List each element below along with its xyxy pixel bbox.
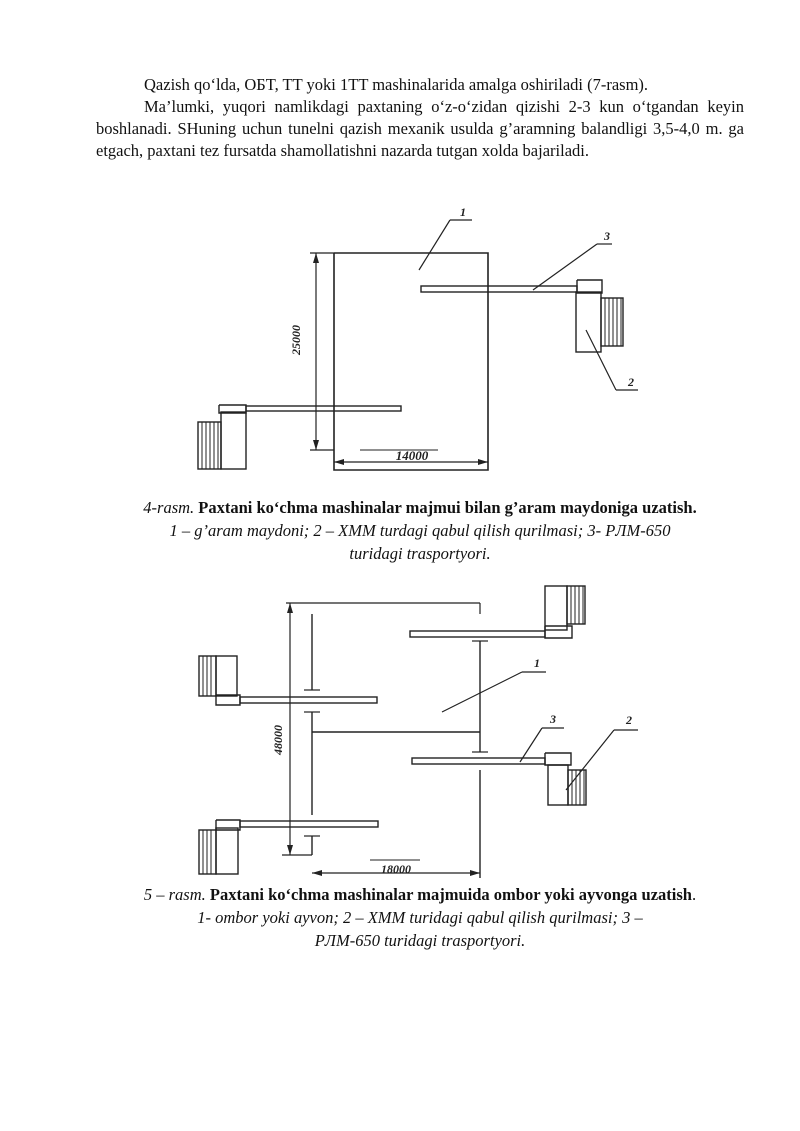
figure-5-dimension-width bbox=[312, 860, 480, 876]
figure-4-receiver-upper bbox=[576, 292, 623, 352]
figure-4-legend-line-2: turidagi trasportyori. bbox=[349, 544, 491, 563]
figure-4-dimension-width bbox=[334, 448, 488, 465]
figure-5-unit-middle-right bbox=[412, 753, 586, 805]
figure-4-dimension-height bbox=[289, 253, 319, 450]
figure-5-title-end: . bbox=[691, 885, 697, 904]
figure-5-legend-line-1: 1- ombor yoki ayvon; 2 – XMM turidagi qabul qilish qurilmasi; 3 – bbox=[197, 908, 643, 927]
figure-4-number: 4-rasm. bbox=[143, 498, 195, 517]
figure-4-conveyor-upper bbox=[421, 280, 602, 293]
figure-5-callout-3: 3 bbox=[550, 712, 556, 726]
figure-5-dim-height-label: 48000 bbox=[271, 725, 285, 755]
figure-5-unit-top-right bbox=[410, 586, 585, 638]
figure-4-receiver-lower bbox=[198, 412, 246, 469]
figure-4-callout-2: 2 bbox=[628, 375, 634, 389]
figure-5-caption bbox=[100, 883, 740, 952]
figure-4-caption bbox=[100, 496, 740, 565]
figure-4-caption-title-line bbox=[100, 496, 740, 519]
figure-4-title: Paxtani ko‘chma mashinalar majmui bilan g’aram maydoniga uzatish. bbox=[198, 498, 697, 517]
figure-5-dimension-height bbox=[271, 603, 312, 855]
paragraph-2: Ma’lumki, yuqori namlikdagi paxtaning o‘z-o‘zidan qizishi 2-3 kun o‘tgandan keyin boshlanadi. SHuning uchun tunelni qazish mexanik usulda g’aramning balandligi 3,5-4,0 m. ga etgach, paxtani tez fursatda shamollatishni nazarda tutgan xolda bajariladi. bbox=[96, 97, 744, 160]
figure-5-callout-1: 1 bbox=[534, 656, 540, 670]
figure-4-callout-3: 3 bbox=[604, 229, 610, 243]
figure-5-number: 5 – rasm. bbox=[143, 885, 206, 904]
paragraph-1: Qazish qo‘lda, OБT, TT yoki 1TT mashinalarida amalga oshiriladi (7-rasm). bbox=[144, 75, 649, 94]
figure-5-unit-middle-left bbox=[199, 656, 377, 705]
figure-5-legend-line-2: PЛM-650 turidagi trasportyori. bbox=[314, 931, 526, 950]
figure-5-callouts bbox=[442, 656, 638, 790]
figure-5-caption-title-line bbox=[100, 883, 740, 906]
figure-4-callout-1: 1 bbox=[460, 205, 466, 219]
figure-4-legend-line-1: 1 – g’aram maydoni; 2 – XMM turdagi qabul qilish qurilmasi; 3- PЛM-650 bbox=[169, 521, 671, 540]
figure-5-storage-outline bbox=[286, 603, 488, 878]
figure-4-dim-height-label: 25000 bbox=[289, 325, 303, 355]
figure-4-dim-width-label: 14000 bbox=[395, 448, 429, 463]
figure-5-dim-width-label: 18000 bbox=[381, 862, 411, 876]
figure-5-title: Paxtani ko‘chma mashinalar majmuida ombor yoki ayvonga uzatish bbox=[209, 885, 692, 904]
figure-5-callout-2: 2 bbox=[626, 713, 632, 727]
